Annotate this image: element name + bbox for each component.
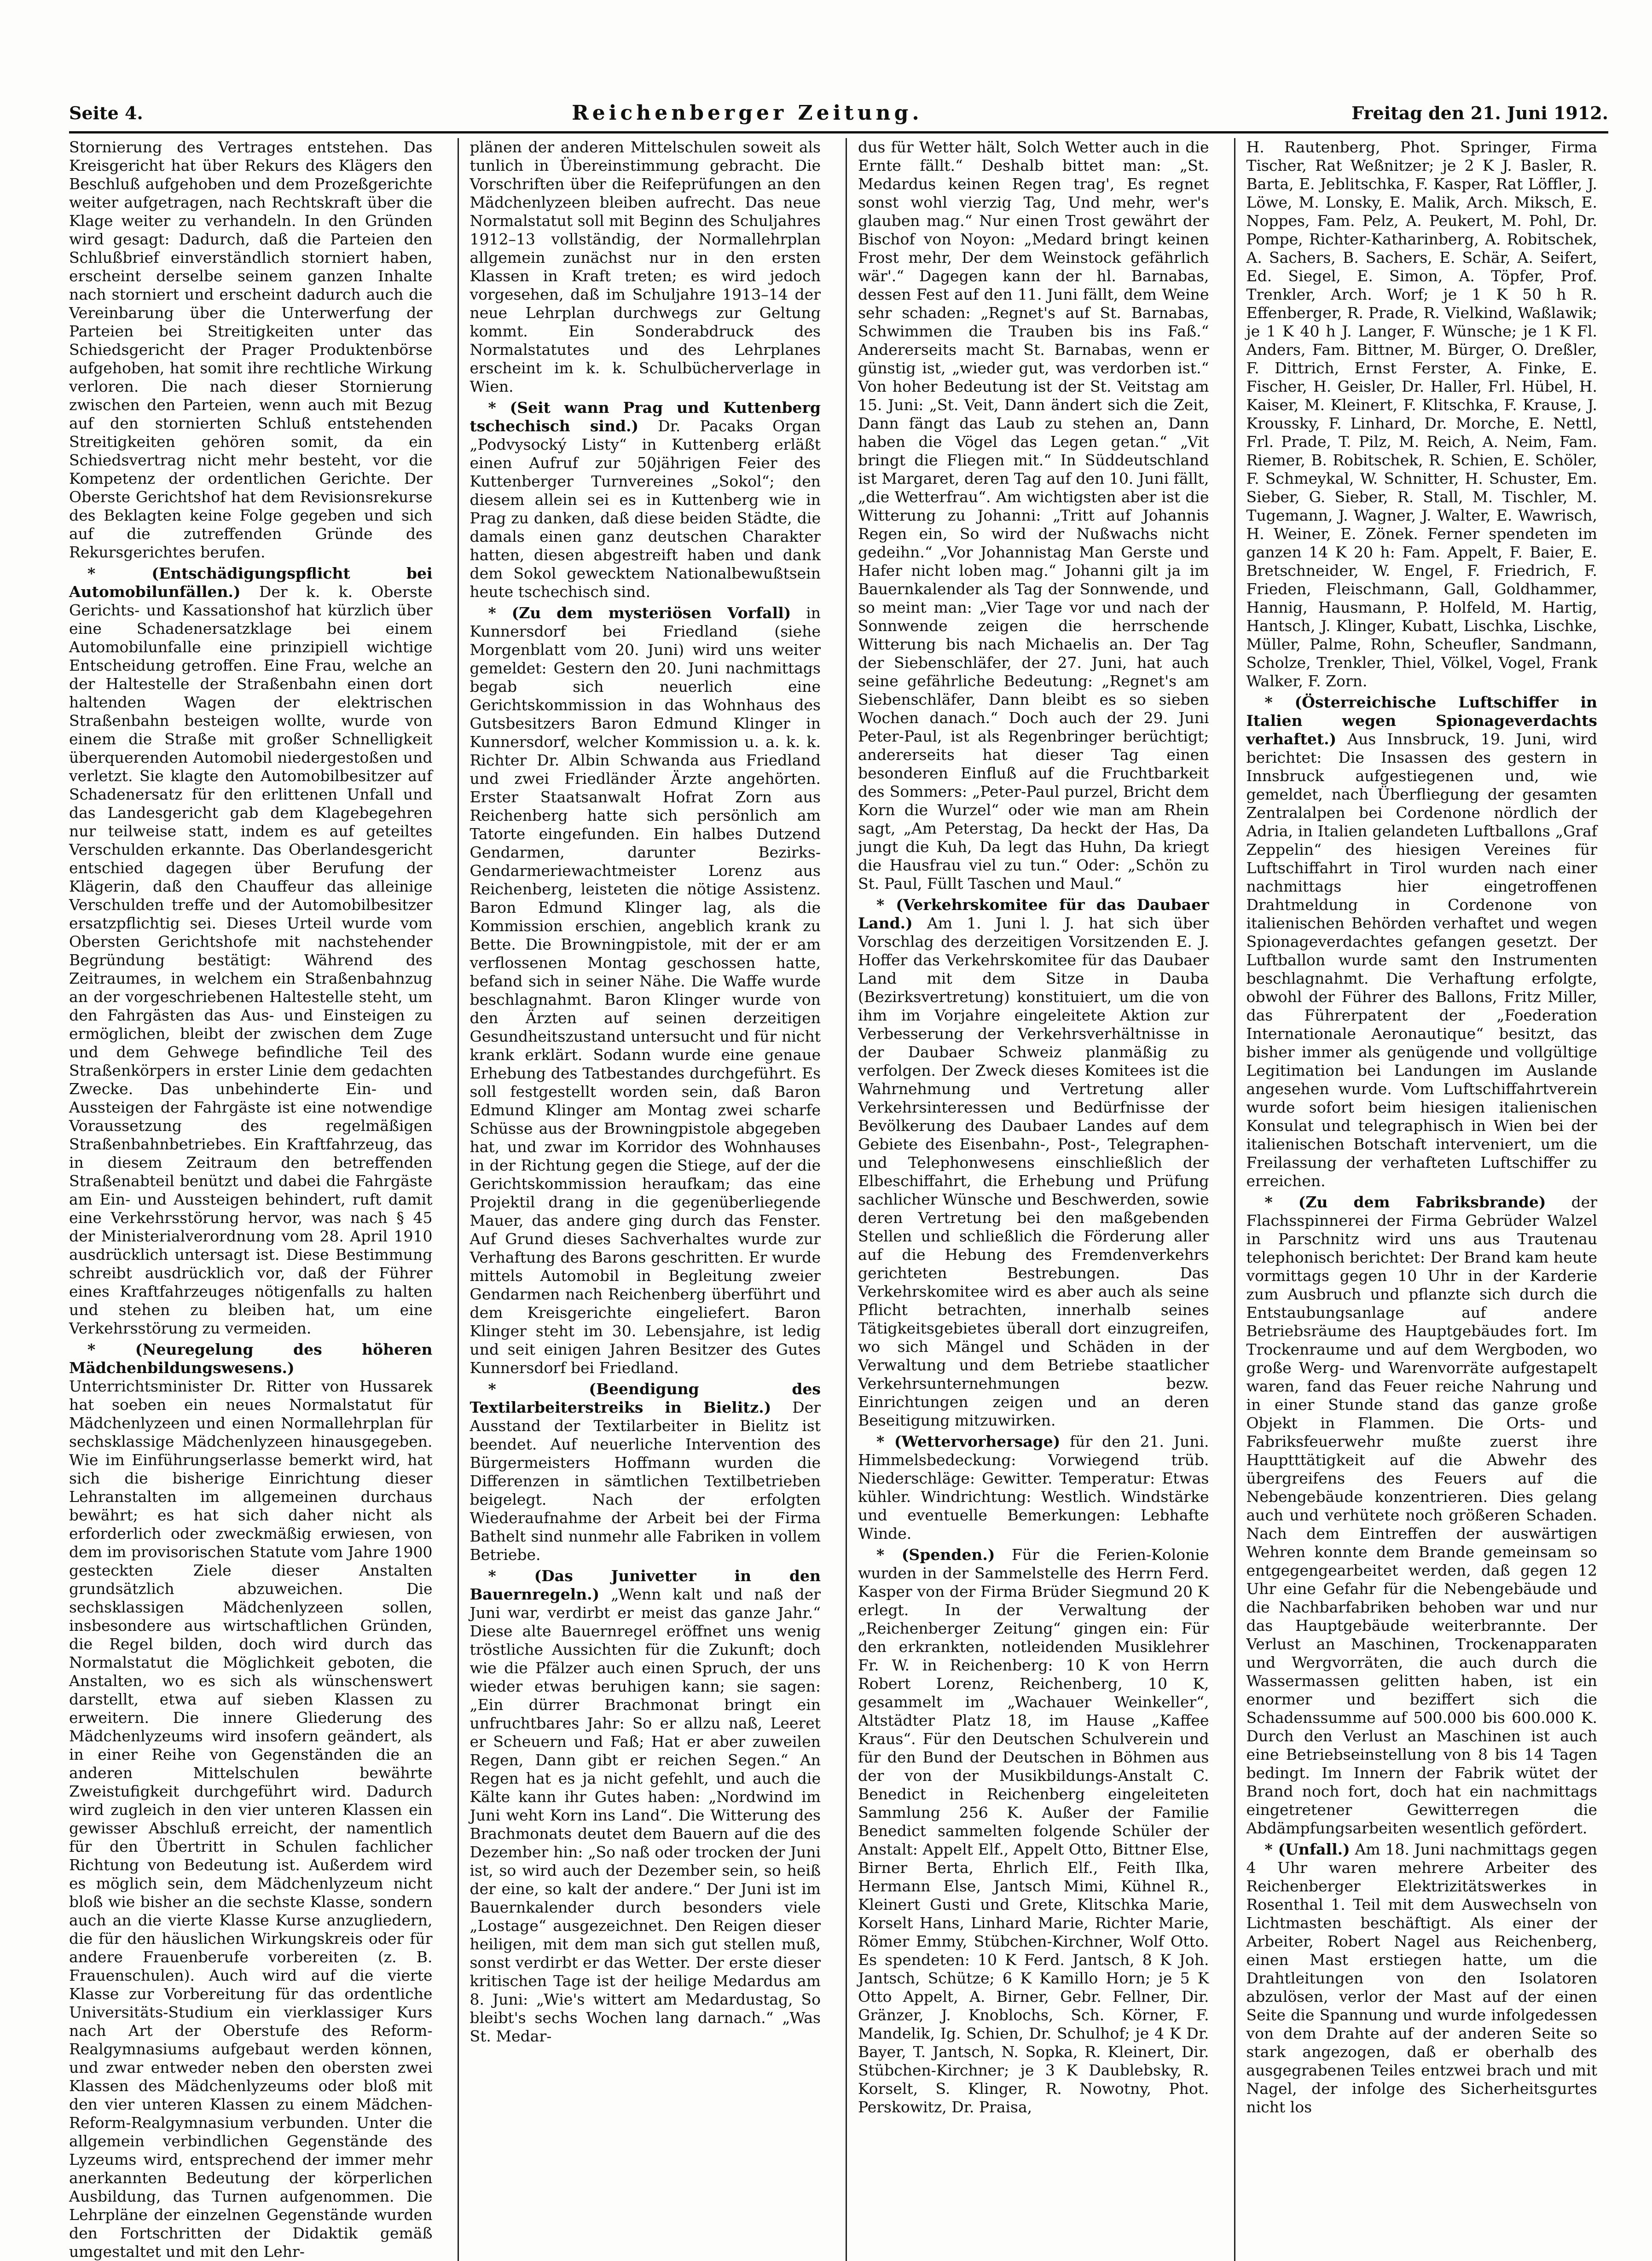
article-paragraph bbox=[69, 1340, 433, 2261]
article-heading: * (Österreichische Luftschiffer in Italien wegen Spionageverdachts verhaftet.) bbox=[1246, 693, 1597, 748]
article-heading: * (Entschädigungspflicht bei Automobilunfällen.) bbox=[69, 564, 433, 601]
article-text: Dr. Pacaks Organ „Podvysocký Listy“ in Kuttenberg erläßt einen Aufruf zur 50jährigen Feier des Kuttenberger Turnvereines „Sokol“; den diesem allein sei es in Kuttenberg wie in Prag zu danken, daß diese beiden Städte, die damals einen ganz deutschen Charakter hatten, diesen abgestreift haben und dank dem Sokol gewecktem Nationalbewußtsein heute tschechisch sind. bbox=[470, 417, 821, 601]
article-heading: * (Unfall.) bbox=[1264, 1840, 1350, 1858]
continued-paragraph bbox=[69, 138, 433, 562]
column-3 bbox=[846, 138, 1220, 2261]
column-2 bbox=[458, 138, 832, 2261]
column-4 bbox=[1234, 138, 1609, 2261]
article-paragraph bbox=[1246, 693, 1598, 1190]
article-text: Am 18. Juni nachmittags gegen 4 Uhr waren mehrere Arbeiter des Reichenberger Elektrizitätswerkes in Rosenthal 1. Teil mit dem Auswechseln von Lichtmasten beschäftigt. Als einer der Arbeiter, Robert Nagel aus Reichenberg, einen Mast erstiegen hatte, um die Drahtleitungen von den Isolatoren abzulösen, verlor der Mast auf der einen Seite die Spannung und wurde infolgedessen von dem Drahte auf der anderen Seite so stark angezogen, daß er oberhalb des ausgegrabenen Teiles entzwei brach und mit Nagel, der infolge des Sicherheitsgurtes nicht los bbox=[1246, 1840, 1597, 2116]
article-paragraph bbox=[470, 399, 821, 601]
article-paragraph bbox=[470, 1567, 821, 2046]
article-text: der Flachsspinnerei der Firma Gebrüder Walzel in Parschnitz wird uns aus Trautenau telephonisch berichtet: Der Brand kam heute vormittags gegen 10 Uhr in der Karderie zum Ausbruch und pflanzte sich durch die Entstaubungsanlage auf andere Betriebsräume des Hauptgebäudes fort. Im Trockenraume und auf dem Wergboden, wo große Werg- und Warenvorräte aufgestapelt waren, fand das Feuer reiche Nahrung und in einer Stunde stand das ganze große Objekt in Flammen. Die Orts- und Fabriksfeuerwehr mußte zuerst ihre Hauptttätigkeit auf die Abwehr des übergreifens des Feuers auf die Nebengebäude konzentrieren. Dies gelang auch und verhütete noch größeren Schaden. Nach dem Eintreffen der auswärtigen Wehren konnte dem Brande gemeinsam so entgegengearbeitet werden, daß gegen 12 Uhr eine Gefahr für die Nebengebäude und die Nachbarfabriken behoben war und nur das Hauptgebäude weiterbrannte. Der Verlust an Maschinen, Trockenapparaten und Wergvorräten, die auch durch die Wassermassen gelitten haben, ist ein enormer und beziffert sich die Schadenssumme auf 500.000 bis 600.000 K. Durch den Verlust an Maschinen ist auch eine Betriebseinstellung von 8 bis 14 Tagen bedingt. Im Innern der Fabrik wütet der Brand noch fort, doch hat ein nachmittags eingetretener Gewitterregen die Abdämpfungsarbeiten wesentlich gefördert. bbox=[1246, 1193, 1597, 1837]
article-paragraph bbox=[1246, 1840, 1598, 2116]
masthead: Reichenberger Zeitung. bbox=[572, 101, 923, 125]
article-paragraph bbox=[470, 1380, 821, 1564]
article-columns bbox=[69, 138, 1608, 2261]
article-text: dus für Wetter hält, Solch Wetter auch in die Ernte fällt.“ Deshalb bittet man: „St. Medardus keinen Regen trag', Es regnet sonst wohl vierzig Tag, Und mehr, wer's glauben mag.“ Nur einen Trost gewährt der Bischof von Noyon: „Medard bringt keinen Frost mehr, Der dem Weinstock gefährlich wär'.“ Dagegen kann der hl. Barnabas, dessen Fest auf den 11. Juni fällt, dem Weine sehr schaden: „Regnet's auf St. Barnabas, Schwimmen die Trauben bis ins Faß.“ Andererseits macht St. Barnabas, wenn er günstig ist, „wieder gut, was verdorben ist.“ Von hoher Bedeutung ist der St. Veitstag am 15. Juni: „St. Veit, Dann ändert sich die Zeit, Dann fängt das Laub zu stehen an, Dann haben die Vögel das Legen getan.“ „Vit bringt die Fliegen mit.“ In Süddeutschland ist Margaret, deren Tag auf den 10. Juni fällt, „die Wetterfrau“. Am wichtigsten aber ist die Witterung zu Johanni: „Tritt auf Johannis Regen ein, So wird der Nußwachs nicht gedeihn.“ „Vor Johannistag Man Gerste und Hafer nicht loben mag.“ Johanni gilt ja im Bauernkalender als Tag der Sonnwende, und so meint man: „Vier Tage vor und nach der Sonnwende zeigen die herrschende Witterung bis nach Michaelis an. Der Tag der Siebenschläfer, der 27. Juni, hat auch seine gefährliche Bedeutung: „Regnet's am Siebenschläfer, Dann bleibt es so sieben Wochen danach.“ Doch auch der 29. Juni Peter-Paul, ist als Regenbringer berüchtigt; andererseits hat dieser Tag einen besonderen Einfluß auf die Fruchtbarkeit des Sommers: „Peter-Paul purzel, Bricht dem Korn die Wurzel“ oder wie man am Rhein sagt, „Am Peterstag, Da heckt der Has, Da jungt die Kuh, Da legt das Huhn, Da kriegt die Hausfrau viel zu tun.“ Oder: „Schön zu St. Paul, Füllt Taschen und Maul.“ bbox=[858, 138, 1209, 893]
continued-paragraph bbox=[858, 138, 1209, 893]
article-text: „Wenn kalt und naß der Juni war, verdirbt er meist das ganze Jahr.“ Diese alte Bauernregel eröffnet uns wenig tröstliche Aussichten für die Zukunft; doch wie die Pfälzer auch einen Spruch, der uns wieder etwas beruhigen kann; sie sagen: „Ein dürrer Brachmonat bringt ein unfruchtbares Jahr: So er allzu naß, Leeret er Scheuern und Faß; Hat er aber zuweilen Regen, Dann gibt er reichen Segen.“ An Regen hat es ja nicht gefehlt, und auch die Kälte kann ihr Gutes haben: „Nordwind im Juni weht Korn ins Land“. Die Witterung des Brachmonats deutet dem Bauern auf die des Dezember hin: „So naß oder trocken der Juni ist, so wird auch der Dezember sein, so heiß der eine, so kalt der andere.“ Der Juni ist im Bauernkalender durch besonders viele „Lostage“ ausgezeichnet. Den Reigen dieser heiligen, mit dem man sich gut stellen muß, sonst verdirbt er das Wetter. Der erste dieser kritischen Tage ist der heilige Medardus am 8. Juni: „Wie's wittert am Medardustag, So bleibt's sechs Wochen lang darnach.“ „Was St. Medar- bbox=[470, 1585, 821, 2045]
article-paragraph bbox=[1246, 1193, 1598, 1838]
article-heading: * (Das Junivetter in den Bauernregeln.) bbox=[470, 1567, 821, 1603]
article-paragraph bbox=[858, 1546, 1209, 2116]
article-text: Für die Ferien-Kolonie wurden in der Sammelstelle des Herrn Ferd. Kasper von der Firma Brüder Siegmund 20 K erlegt. In der Verwaltung der „Reichenberger Zeitung“ gingen ein: Für den erkrankten, notleidenden Musiklehrer Fr. W. in Reichenberg: 10 K von Herrn Robert Lorenz, Reichenberg, 10 K, gesammelt im „Wachauer Weinkeller“, Altstädter Platz 18, im Hause „Kaffee Kraus“. Für den Deutschen Schulverein und für den Bund der Deutschen in Böhmen aus der von der Musikbildungs-Anstalt C. Benedict in Reichenberg eingeleiteten Sammlung 256 K. Außer der Familie Benedict sammelten folgende Schüler der Anstalt: Appelt Elf., Appelt Otto, Bittner Else, Birner Berta, Ehrlich Elf., Feith Ilka, Hermann Else, Jantsch Mimi, Kühnel R., Kleinert Gusti und Grete, Klitschka Marie, Korselt Hans, Linhard Marie, Richter Marie, Römer Emmy, Stübchen-Kirchner, Wolf Otto. Es spendeten: 10 K Ferd. Jantsch, 8 K Joh. Jantsch, Schütze; 6 K Kamillo Horn; je 5 K Otto Appelt, A. Birner, Gebr. Fellner, Dir. Gränzer, J. Knoblochs, Sch. Körner, F. Mandelik, Ig. Schien, Dr. Schulhof; je 4 K Dr. Bayer, T. Jantsch, N. Sopka, R. Kleinert, Dir. Stübchen-Kirchner; je 3 K Daublebsky, R. Korselt, S. Klinger, R. Nowotny, Phot. Perskowitz, Dr. Praisa, bbox=[858, 1546, 1209, 2116]
article-heading: * (Zu dem mysteriösen Vorfall) bbox=[488, 604, 791, 622]
article-heading: * (Seit wann Prag und Kuttenberg tschechisch sind.) bbox=[470, 399, 821, 435]
article-heading: * (Spenden.) bbox=[876, 1546, 995, 1564]
article-text: plänen der anderen Mittelschulen soweit als tunlich in Übereinstimmung gebracht. Die Vorschriften über die Reifeprüfungen an den Mädchenlyzeen bleiben aufrecht. Das neue Normalstatut soll mit Beginn des Schuljahres 1912–13 vollständig, der Normallehrplan allgemein zunächst nur in den ersten Klassen in Kraft treten; es wird jedoch vorgesehen, daß im Schuljahre 1913–14 der neue Lehrplan durchwegs zur Geltung kommt. Ein Sonderabdruck des Normalstatutes und des Lehrplanes erscheint im k. k. Schulbücherverlage in Wien. bbox=[470, 138, 821, 395]
continued-paragraph bbox=[1246, 138, 1598, 690]
article-text: H. Rautenberg, Phot. Springer, Firma Tischer, Rat Weßnitzer; je 2 K J. Basler, R. Barta, E. Jeblitschka, F. Kasper, Rat Löffler, J. Löwe, M. Lonsky, E. Malik, Arch. Miksch, E. Noppes, Fam. Pelz, A. Peukert, M. Pohl, Dr. Pompe, Richter-Katharinberg, A. Robitschek, A. Sachers, B. Sachers, E. Schär, A. Seifert, Ed. Siegel, E. Simon, A. Töpfer, Prof. Trenkler, Arch. Worf; je 1 K 50 h R. Effenberger, R. Prade, R. Vielkind, Waßlawik; je 1 K 40 h J. Langer, F. Wünsche; je 1 K Fl. Anders, Fam. Bittner, M. Bürger, O. Dreßler, F. Dittrich, Ernst Ferster, A. Finke, E. Fischer, H. Geisler, Dr. Haller, Frl. Hübel, H. Kaiser, M. Kleinert, F. Klitschka, F. Krause, J. Kroussky, F. Linhard, Dr. Morche, E. Nettl, Frl. Prade, T. Pilz, M. Reich, A. Neim, Fam. Riemer, B. Robitschek, R. Schien, E. Schöler, F. Schmeykal, W. Schnitter, H. Schuster, Em. Sieber, G. Sieber, R. Stall, M. Tischler, M. Tugemann, J. Wagner, J. Walter, E. Wawrisch, H. Weiner, E. Zönek. Ferner spendeten im ganzen 14 K 20 h: Fam. Appelt, F. Baier, E. Bretschneider, W. Engel, F. Friedrich, F. Frieden, Fleischmann, Gall, Goldhammer, Hannig, Hausmann, P. Holfeld, M. Hartig, Hantsch, J. Klinger, Kubatt, Lischka, Lischke, Müller, Palme, Rohn, Scheufler, Sandmann, Scholze, Trenkler, Thiel, Völkel, Vogel, Frank Walker, F. Zorn. bbox=[1246, 138, 1597, 690]
article-paragraph bbox=[69, 564, 433, 1338]
article-paragraph bbox=[470, 604, 821, 1377]
column-1 bbox=[69, 138, 444, 2261]
page-header bbox=[69, 97, 1608, 129]
header-rule bbox=[69, 131, 1608, 133]
article-heading: * (Zu dem Fabriksbrande) bbox=[1264, 1193, 1546, 1211]
article-text: in Kunnersdorf bei Friedland (siehe Morgenblatt vom 20. Juni) wird uns weiter gemeldet: Gestern den 20. Juni nachmittags begab sich neuerlich eine Gerichtskommission in das Wohnhaus des Gutsbesitzers Baron Edmund Klinger in Kunnersdorf, welcher Kommission u. a. k. k. Richter Dr. Albin Schwanda aus Friedland und zwei Friedländer Ärzte angehörten. Erster Staatsanwalt Hofrat Zorn aus Reichenberg hatte sich persönlich am Tatorte eingefunden. Ein halbes Dutzend Gendarmen, darunter Bezirks-Gendarmeriewachtmeister Lorenz aus Reichenberg, leisteten die nötige Assistenz. Baron Edmund Klinger lag, als die Kommission erschien, angeblich krank zu Bette. Die Browningpistole, mit der er am verflossenen Montag geschossen hatte, befand sich in seiner Nähe. Die Waffe wurde beschlagnahmt. Baron Klinger wurde von den Ärzten auf seinen derzeitigen Gesundheitszustand untersucht und für nicht krank erklärt. Sodann wurde eine genaue Erhebung des Tatbestandes durchgeführt. Es soll festgestellt worden sein, daß Baron Edmund Klinger am Montag zwei scharfe Schüsse aus der Browningpistole abgegeben hat, und zwar im Korridor des Wohnhauses in der Richtung gegen die Stiege, auf der die Gerichtskommission heraufkam; das eine Projektil drang in die gegenüberliegende Mauer, das andere ging durch das Fenster. Auf Grund dieses Sachverhaltes wurde zur Verhaftung des Barons geschritten. Er wurde mittels Automobil in Begleitung zweier Gendarmen nach Reichenberg überführt und dem Kreisgerichte eingeliefert. Baron Klinger steht im 30. Lebensjahre, ist ledig und seit einigen Jahren Besitzer des Gutes Kunnersdorf bei Friedland. bbox=[470, 604, 821, 1377]
page-number: Seite 4. bbox=[69, 102, 143, 123]
article-text: Der k. k. Oberste Gerichts- und Kassationshof hat kürzlich über eine Schadenersatzklage bei einem Automobilunfalle eine prinzipiell wichtige Entscheidung getroffen. Eine Frau, welche an der Haltestelle der Straßenbahn einen dort haltenden Wagen der elektrischen Straßenbahn besteigen wollte, wurde von einem die Straße mit großer Schnelligkeit überquerenden Automobil niedergestoßen und verletzt. Sie klagte den Automobilbesitzer auf Schadenersatz für den erlittenen Unfall und das Landesgericht gab dem Klagebegehren nur teilweise statt, indem es auf geteiltes Verschulden erkannte. Das Oberlandesgericht entschied dagegen über Berufung der Klägerin, daß den Chauffeur das alleinige Verschulden treffe und der Automobilbesitzer ersatzpflichtig sei. Dieses Urteil wurde vom Obersten Gerichtshofe mit nachstehender Begründung bestätigt: Während des Zeitraumes, in welchem ein Straßenbahnzug an der vorgeschriebenen Haltestelle steht, um den Fahrgästen das Aus- und Einsteigen zu ermöglichen, bleibt der zwischen dem Zuge und dem Gehwege befindliche Teil des Straßenkörpers in erster Linie dem gedachten Zwecke. Das unbehinderte Ein- und Aussteigen der Fahrgäste ist eine notwendige Voraussetzung des regelmäßigen Straßenbahnbetriebes. Ein Kraftfahrzeug, das in diesem Zeitraum den betreffenden Straßenabteil benützt und dabei die Fahrgäste am Ein- und Aussteigen behindert, ruft damit eine Verkehrsstörung hervor, was nach § 45 der Ministerialverordnung vom 28. April 1910 ausdrücklich untersagt ist. Diese Bestimmung schreibt ausdrücklich vor, daß der Führer eines Kraftfahrzeuges nötigenfalls zu halten und stehen zu bleiben hat, um eine Verkehrsstörung zu vermeiden. bbox=[69, 583, 433, 1337]
article-paragraph bbox=[858, 896, 1209, 1430]
article-heading: * (Neuregelung des höheren Mädchenbildungswesens.) bbox=[69, 1340, 433, 1377]
article-text: Aus Innsbruck, 19. Juni, wird berichtet: Die Insassen des gestern in Innsbruck aufgestiegenen und, wie gemeldet, nach Überfliegung der gesamten Zentralalpen bei Cordenone nördlich der Adria, in Italien gelandeten Luftballons „Graf Zeppelin“ des hiesigen Vereines für Luftschiffahrt in Tirol wurden nach einer nachmittags hier eingetroffenen Drahtmeldung in Cordenone von italienischen Behörden verhaftet und wegen Spionageverdachtes gefangen gesetzt. Der Luftballon wurde samt den Instrumenten beschlagnahmt. Die Verhaftung erfolgte, obwohl der Führer des Ballons, Fritz Miller, das Führerpatent der „Foederation Internationale Aeronautique“ besitzt, das bisher immer als genügende und vollgültige Legitimation bei Landungen im Auslande angesehen wurde. Vom Luftschiffahrtverein wurde sofort beim hiesigen italienischen Konsulat und telegraphisch in Wien bei der italienischen Botschaft interveniert, um die Freilassung der verhafteten Luftschiffer zu erreichen. bbox=[1246, 730, 1597, 1190]
article-heading: * (Verkehrskomitee für das Daubaer Land.) bbox=[858, 896, 1209, 932]
article-text: Unterrichtsminister Dr. Ritter von Hussarek hat soeben ein neues Normalstatut für Mädchenlyzeen und einen Normallehrplan für sechsklassige Mädchenlyzeen hinausgegeben. Wie im Einführungserlasse bemerkt wird, hat sich die bisherige Einrichtung dieser Lehranstalten im allgemeinen durchaus bewährt; es hat sich daher nicht als erforderlich oder zweckmäßig erwiesen, von dem im provisorischen Statute vom Jahre 1900 gesteckten Ziele dieser Anstalten grundsätzlich abzuweichen. Die sechsklassigen Mädchenlyzeen sollen, insbesondere aus wirtschaftlichen Gründen, die Regel bilden, doch wird durch das Normalstatut die Möglichkeit geboten, die Anstalten, wo es sich als wünschenswert darstellt, etwa auf sieben Klassen zu erweitern. Die innere Gliederung des Mädchenlyzeums wird insofern geändert, als in einer Reihe von Gegenständen die an anderen Mittelschulen bewährte Zweistufigkeit durchgeführt wird. Dadurch wird zugleich in den vier unteren Klassen ein gewisser Abschluß erreicht, der namentlich für den Übertritt in Schulen fachlicher Richtung von Bedeutung ist. Außerdem wird es möglich sein, dem Mädchenlyzeum nicht bloß wie bisher an die sechste Klasse, sondern auch an die vierte Klasse Kurse anzugliedern, die für den häuslichen Wirkungskreis oder für andere Frauenberufe vorbereiten (z. B. Frauenschulen). Auch wird auf die vierte Klasse zur Vorbereitung für das ordentliche Universitäts-Studium ein vierklassiger Kurs nach Art der Oberstufe des Reform-Realgymnasiums aufgebaut werden können, und zwar entweder neben den obersten zwei Klassen des Mädchenlyzeums oder bloß mit den vier unteren Klassen zu einem Mädchen-Reform-Realgymnasium verbunden. Unter die allgemein verbindlichen Gegenstände des Lyzeums wird, entsprechend der immer mehr anerkannten Bedeutung der körperlichen Ausbildung, das Turnen aufgenommen. Die Lehrpläne der einzelnen Gegenstände wurden den Fortschritten der Didaktik gemäß umgestaltet und mit den Lehr- bbox=[69, 1377, 433, 2261]
article-heading: * (Beendigung des Textilarbeiterstreiks in Bielitz.) bbox=[470, 1380, 821, 1416]
article-text: Der Ausstand der Textilarbeiter in Bielitz ist beendet. Auf neuerliche Intervention des Bürgermeisters Hoffmann wurden die Differenzen in sämtlichen Textilbetrieben beigelegt. Nach der erfolgten Wiederaufnahme der Arbeit bei der Firma Bathelt sind nunmehr alle Fabriken in vollem Betriebe. bbox=[470, 1398, 821, 1564]
article-heading: * (Wettervorhersage) bbox=[876, 1432, 1061, 1450]
article-text: für den 21. Juni. Himmelsbedeckung: Vorwiegend trüb. Niederschläge: Gewitter. Temperatur: Etwas kühler. Windrichtung: Westlich. Windstärke und eventuelle Bemerkungen: Lebhafte Winde. bbox=[858, 1432, 1209, 1542]
continued-paragraph bbox=[470, 138, 821, 396]
issue-date: Freitag den 21. Juni 1912. bbox=[1351, 102, 1608, 123]
article-text: Am 1. Juni l. J. hat sich über Vorschlag des derzeitigen Vorsitzenden E. J. Hoffer das Verkehrskomitee für das Daubaer Land mit dem Sitze in Dauba (Bezirksvertretung) konstituiert, um die von ihm im Vorjahre eingeleitete Aktion zur Verbesserung der Verkehrsverhältnisse in der Daubaer Schweiz planmäßig zu verfolgen. Der Zweck dieses Komitees ist die Wahrnehmung und Vertretung aller Verkehrsinteressen und Bedürfnisse der Bevölkerung des Daubaer Landes auf dem Gebiete des Eisenbahn-, Post-, Telegraphen- und Telephonwesens einschließlich der Elbeschiffahrt, die Erhebung und Prüfung sachlicher Wünsche und Beschwerden, sowie deren Vertretung bei den maßgebenden Stellen und schließlich die Förderung aller auf die Hebung des Fremdenverkehrs gerichteten Bestrebungen. Das Verkehrskomitee wird es aber auch als seine Pflicht betrachten, innerhalb seines Tätigkeitsgebietes überall dort einzugreifen, wo sich Mängel und Schäden in der Verwaltung und dem Betriebe staatlicher Verkehrsunternehmungen bezw. Einrichtungen zeigen und an deren Beseitigung mitzuwirken. bbox=[858, 914, 1209, 1429]
article-text: Stornierung des Vertrages entstehen. Das Kreisgericht hat über Rekurs des Klägers den Beschluß aufgehoben und dem Prozeßgerichte weiter aufgetragen, nach Rechtskraft über die Klage weiter zu verhandeln. In den Gründen wird gesagt: Dadurch, daß die Parteien den Schlußbrief einverständlich storniert haben, erscheint derselbe seinem ganzen Inhalte nach storniert und erscheint dadurch auch die Vereinbarung über die Unterwerfung der Parteien bei Streitigkeiten unter das Schiedsgericht der Prager Produktenbörse aufgehoben, hat somit ihre rechtliche Wirkung verloren. Die nach dieser Stornierung zwischen den Parteien, wenn auch mit Bezug auf den stornierten Schluß entstehenden Streitigkeiten gehören somit, da ein Schiedsvertrag nicht mehr besteht, vor die Kompetenz der ordentlichen Gerichte. Der Oberste Gerichtshof hat dem Revisionsrekurse des Beklagten keine Folge gegeben und sich auf die zutreffenden Gründe des Rekursgerichtes berufen. bbox=[69, 138, 433, 561]
article-paragraph bbox=[858, 1432, 1209, 1543]
